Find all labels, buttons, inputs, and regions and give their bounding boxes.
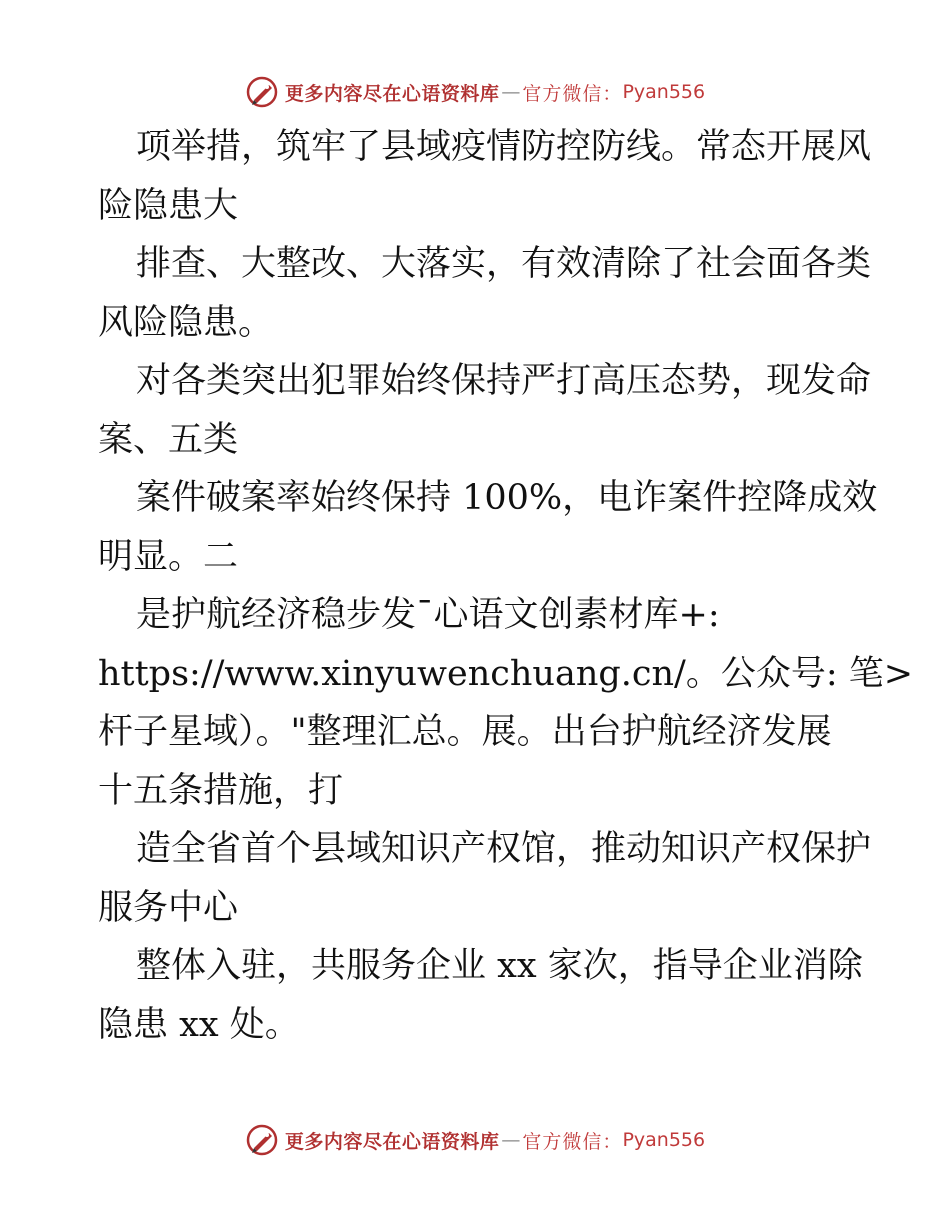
body-line: 案件破案率始终保持 100%，电诈案件控降成效 (136, 478, 878, 518)
body-line: https://www.xinyuwenchuang.cn/。公众号: 笔> (98, 653, 914, 694)
body-line: 明显。二 (98, 536, 239, 577)
body-line: 案、五类 (98, 419, 239, 460)
footer-dash: — (501, 1129, 521, 1151)
footer-wechat-id: Pyan556 (622, 1129, 706, 1151)
body-line: 对各类突出犯罪始终保持严打高压态势，现发命 (136, 361, 872, 401)
pen-logo-icon (245, 75, 279, 109)
body-line: 十五条措施，打 (98, 770, 344, 811)
body-line: 风险隐患。 (98, 302, 274, 343)
header-wechat-id: Pyan556 (622, 81, 706, 103)
body-line: 险隐患大 (98, 185, 239, 226)
footer-brand-text: 更多内容尽在心语资料库 (284, 1130, 500, 1153)
header-dash: — (501, 81, 521, 103)
body-line: 杆子星域）。"整理汇总。展。出台护航经济发展 (98, 712, 832, 752)
footer-wechat-label: 官方微信： (522, 1130, 623, 1153)
header-wechat-label: 官方微信： (522, 82, 623, 105)
body-line: 是护航经济稳步发¯心语文创素材库+: (136, 595, 720, 635)
body-line: 隐患 xx 处。 (98, 1004, 300, 1045)
body-line: 项举措，筑牢了县域疫情防控防线。常态开展风 (136, 127, 872, 167)
footer-banner (0, 1120, 950, 1160)
body-line: 整体入驻，共服务企业 xx 家次，指导企业消除 (136, 946, 863, 986)
document-body (98, 118, 914, 1054)
body-line: 造全省首个县域知识产权馆，推动知识产权保护 (136, 829, 872, 869)
header-brand-text: 更多内容尽在心语资料库 (284, 82, 500, 105)
body-line: 排查、大整改、大落实，有效清除了社会面各类 (136, 244, 872, 284)
pen-logo-icon (245, 1123, 279, 1157)
body-line: 服务中心 (98, 887, 239, 928)
header-banner (0, 72, 950, 112)
